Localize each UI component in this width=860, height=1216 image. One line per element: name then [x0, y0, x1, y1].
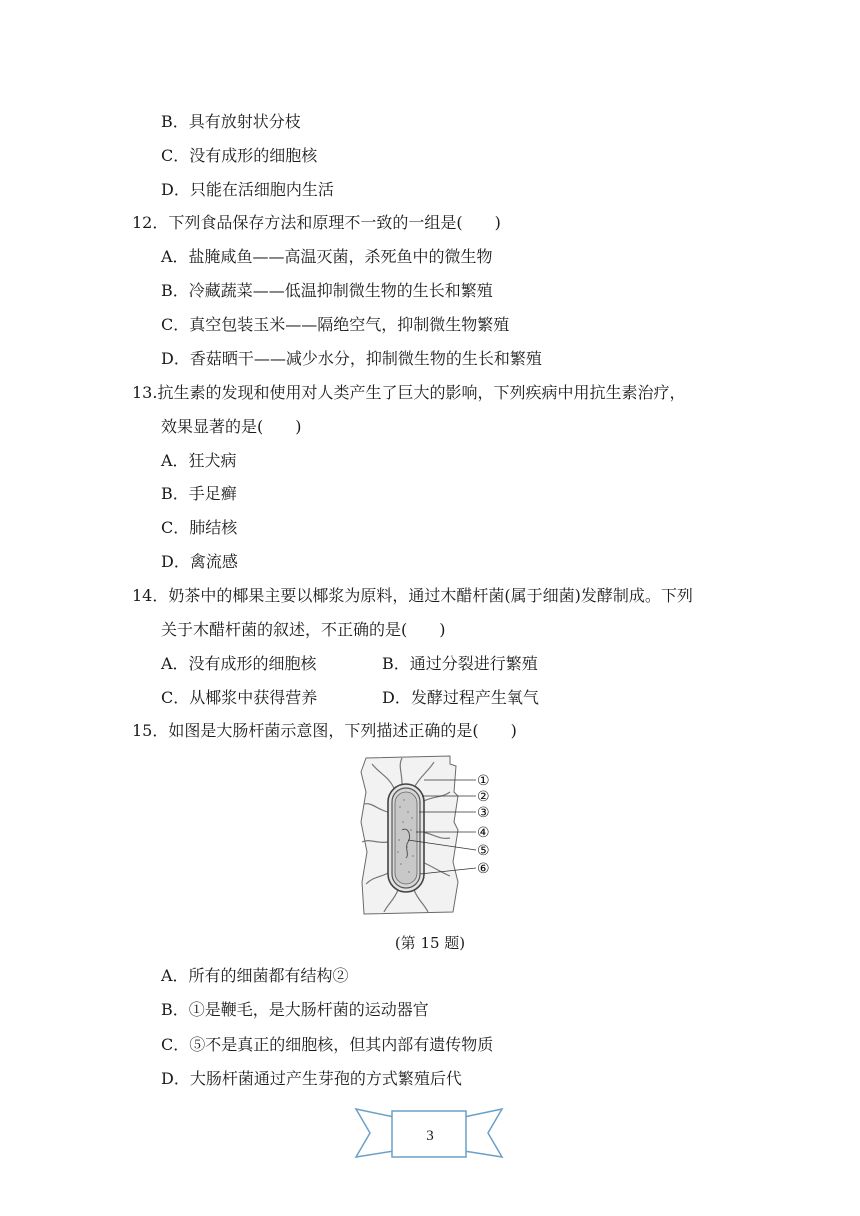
figure-label-3: ③	[477, 805, 490, 821]
q13-option-b: B．手足癣	[161, 484, 237, 503]
figure-label-2: ②	[477, 789, 490, 805]
q15-option-c: C．⑤不是真正的细胞核，但其内部有遗传物质	[161, 1035, 494, 1054]
q13-option-a: A．狂犬病	[161, 451, 237, 470]
q12-option-d: D．香菇晒干——减少水分，抑制微生物的生长和繁殖	[161, 349, 542, 368]
page-number: 3	[426, 1128, 434, 1144]
q13-option-d: D．禽流感	[161, 552, 238, 571]
q15-option-a: A．所有的细菌都有结构②	[161, 966, 349, 985]
q13-stem-line2: 效果显著的是( )	[161, 417, 302, 436]
q14-option-c: C．从椰浆中获得营养	[161, 688, 318, 707]
q14-option-b: B．通过分裂进行繁殖	[382, 654, 538, 673]
q14-option-d: D．发酵过程产生氧气	[382, 688, 539, 707]
q12-stem: 12．下列食品保存方法和原理不一致的一组是( )	[132, 213, 501, 232]
q15-option-d: D．大肠杆菌通过产生芽孢的方式繁殖后代	[161, 1069, 462, 1088]
q12-option-a: A．盐腌咸鱼——高温灭菌，杀死鱼中的微生物	[161, 247, 493, 266]
q12-option-c: C．真空包装玉米——隔绝空气，抑制微生物繁殖	[161, 315, 510, 334]
q15-stem: 15．如图是大肠杆菌示意图，下列描述正确的是( )	[132, 721, 517, 740]
q15-option-b: B．①是鞭毛，是大肠杆菌的运动器官	[161, 1000, 429, 1019]
q11-option-b: B．具有放射状分枝	[161, 112, 301, 131]
q13-stem-line1: 13.抗生素的发现和使用对人类产生了巨大的影响，下列疾病中用抗生素治疗，	[132, 383, 686, 402]
figure-label-5: ⑤	[477, 843, 490, 859]
figure-label-4: ④	[477, 825, 490, 841]
q14-stem-line2: 关于木醋杆菌的叙述，不正确的是( )	[161, 620, 446, 639]
figure-caption: (第 15 题)	[394, 934, 466, 952]
bacterium-diagram	[358, 752, 508, 917]
figure-label-1: ①	[477, 773, 490, 789]
q14-stem-line1: 14．奶茶中的椰果主要以椰浆为原料，通过木醋杆菌(属于细菌)发酵制成。下列	[132, 586, 693, 605]
figure-label-6: ⑥	[477, 861, 490, 877]
q11-option-d: D．只能在活细胞内生活	[161, 180, 334, 199]
q11-option-c: C．没有成形的细胞核	[161, 146, 318, 165]
q13-option-c: C．肺结核	[161, 518, 238, 537]
q12-option-b: B．冷藏蔬菜——低温抑制微生物的生长和繁殖	[161, 281, 493, 300]
q14-option-a: A．没有成形的细胞核	[161, 654, 317, 673]
